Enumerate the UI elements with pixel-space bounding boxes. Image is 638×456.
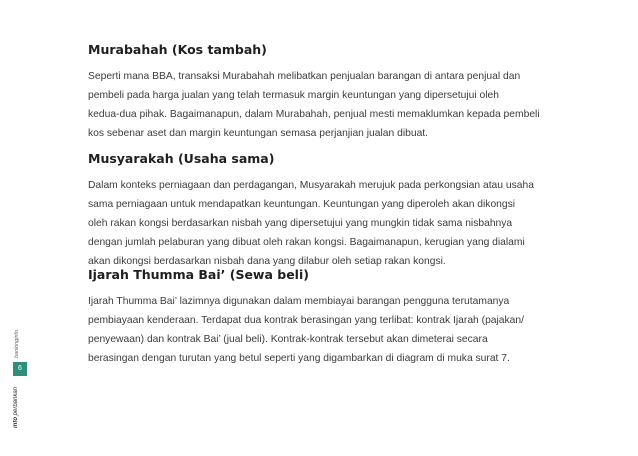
body-line: Dalam konteks perniagaan dan perdagangan, Musyarakah merujuk pada perkongsian atau usaha bbox=[88, 180, 534, 191]
section-title: Ijarah Thumma Bai’ (Sewa beli) bbox=[88, 267, 309, 282]
body-line: sama perniagaan untuk mendapatkan keuntungan. Keuntungan yang diperoleh akan dikongsi bbox=[88, 199, 516, 210]
sidebar-url: bankinginfo bbox=[14, 329, 20, 358]
section-body bbox=[88, 67, 540, 143]
body-line: akan dikongsi berdasarkan nisbah dana yang dilabur oleh setiap rakan kongsi. bbox=[88, 256, 446, 267]
section-musyarakah bbox=[88, 151, 534, 271]
section-title: Musyarakah (Usaha sama) bbox=[88, 151, 275, 166]
body-line: pembiayaan kenderaan. Terdapat dua kontrak berasingan yang terlibat: kontrak Ijarah (pajakan/ bbox=[88, 315, 524, 326]
sidebar-brand bbox=[13, 382, 27, 428]
section-body bbox=[88, 292, 524, 368]
section-body bbox=[88, 176, 534, 271]
body-line: kos sebenar aset dan margin keuntungan semasa perjanjian jualan dibuat. bbox=[88, 128, 429, 139]
body-line: pembeli pada harga jualan yang telah termasuk margin keuntungan yang dipersetujui oleh bbox=[88, 90, 500, 101]
body-line: kedua-dua pihak. Bagaimanapun, dalam Murabahah, penjual mesti memaklumkan kepada pembeli bbox=[88, 109, 540, 120]
section-murabahah bbox=[88, 42, 540, 143]
brand-bold: info bbox=[13, 417, 19, 428]
body-line: Seperti mana BBA, transaksi Murabahah melibatkan penjualan barangan di antara penjual dan bbox=[88, 71, 521, 82]
body-line: oleh rakan kongsi berdasarkan nisbah yang dipersetujui yang mungkin tidak sama nisbahnya bbox=[88, 218, 513, 229]
body-line: dengan jumlah pelaburan yang dibuat oleh rakan kongsi. Bagaimanapun, kerugian yang dialami bbox=[88, 237, 525, 248]
page-number: 6 bbox=[13, 362, 27, 376]
brand-rest: perbankan bbox=[13, 386, 19, 417]
body-line: Ijarah Thumma Bai’ lazimnya digunakan dalam membiayai barangan pengguna terutamanya bbox=[88, 296, 510, 307]
section-title: Murabahah (Kos tambah) bbox=[88, 42, 267, 57]
body-line: penyewaan) dan kontrak Bai’ (jual beli). Kontrak-kontrak tersebut akan dimeterai secara bbox=[88, 334, 488, 345]
body-line: berasingan dengan turutan yang betul seperti yang digambarkan di diagram di muka surat 7. bbox=[88, 353, 510, 364]
section-ijarah bbox=[88, 267, 524, 368]
